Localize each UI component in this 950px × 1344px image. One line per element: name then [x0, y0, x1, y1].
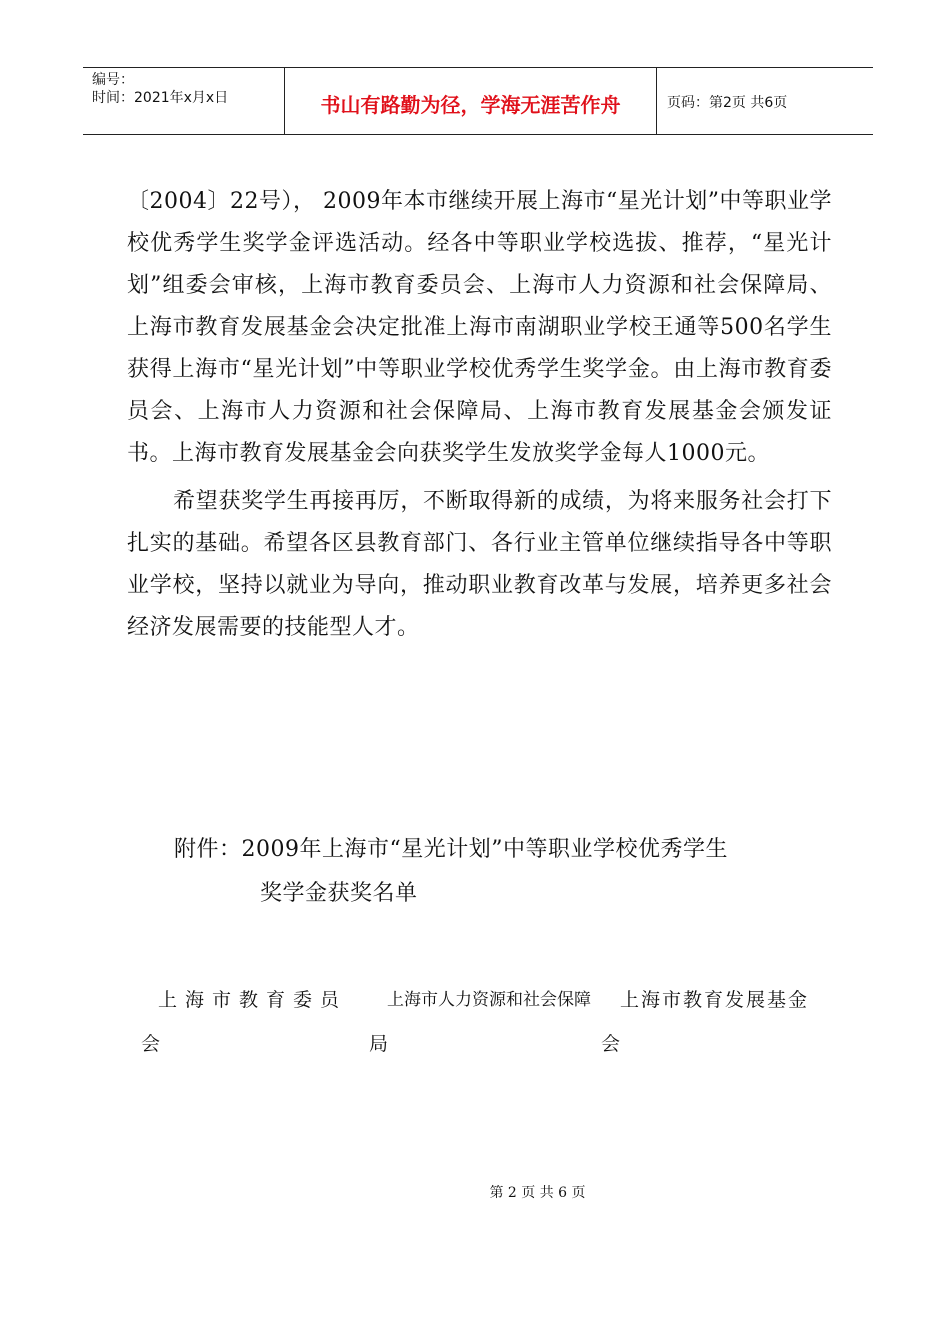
document-time-label: 时间：2021年x月x日 [92, 90, 229, 106]
attachment-line-2: 奖学金获奖名单 [260, 881, 418, 906]
header-meta-cell [83, 68, 285, 134]
attachment-note [174, 828, 834, 916]
signature-line: 上海市教育委员 [158, 989, 348, 1011]
page-footer [0, 1182, 950, 1202]
signature-hr-bureau [369, 978, 591, 1066]
document-body [127, 181, 832, 649]
header-slogan: 书山有路勤为径，学海无涯苦作舟 [285, 68, 657, 134]
body-paragraph-2: 希望获奖学生再接再厉，不断取得新的成绩，为将来服务社会打下扎实的基础。希望各区县教育部门、各行业主管单位继续指导各中等职业学校，坚持以就业为导向，推动职业教育改革与发展，培养更多社会经济发展需要的技能型人才。 [127, 489, 832, 640]
signature-line: 上海市人力资源和社会保障 [387, 990, 591, 1010]
header-page-code: 页码：第2页 共6页 [667, 95, 788, 111]
signature-line: 上海市教育发展基金 [620, 989, 810, 1011]
document-number-label: 编号： [92, 72, 134, 88]
body-paragraph-1: 〔2004〕22号）， 2009年本市继续开展上海市“星光计划”中等职业学校优秀学生奖学金评选活动。经各中等职业学校选拔、推荐，“星光计划”组委会审核，上海市教育委员会、上海市人力资源和社会保障局、上海市教育发展基金会决定批准上海市南湖职业学校王通等500名学生获得上海市“星光计划”中等职业学校优秀学生奖学金。由上海市教育委员会、上海市人力资源和社会保障局、上海市教育发展基金会颁发证书。上海市教育发展基金会向获奖学生发放奖学金每人1000元。 [127, 189, 832, 466]
signature-education-foundation [601, 978, 816, 1066]
footer-page-number: 第 2 页 共 6 页 [489, 1185, 586, 1201]
signature-line: 会 [141, 1033, 161, 1055]
signature-line: 会 [601, 1033, 621, 1055]
attachment-line-1: 附件：2009年上海市“星光计划”中等职业学校优秀学生 [174, 837, 728, 862]
page-header [83, 67, 873, 135]
signature-education-commission [141, 978, 346, 1066]
signature-line: 局 [369, 1033, 389, 1055]
